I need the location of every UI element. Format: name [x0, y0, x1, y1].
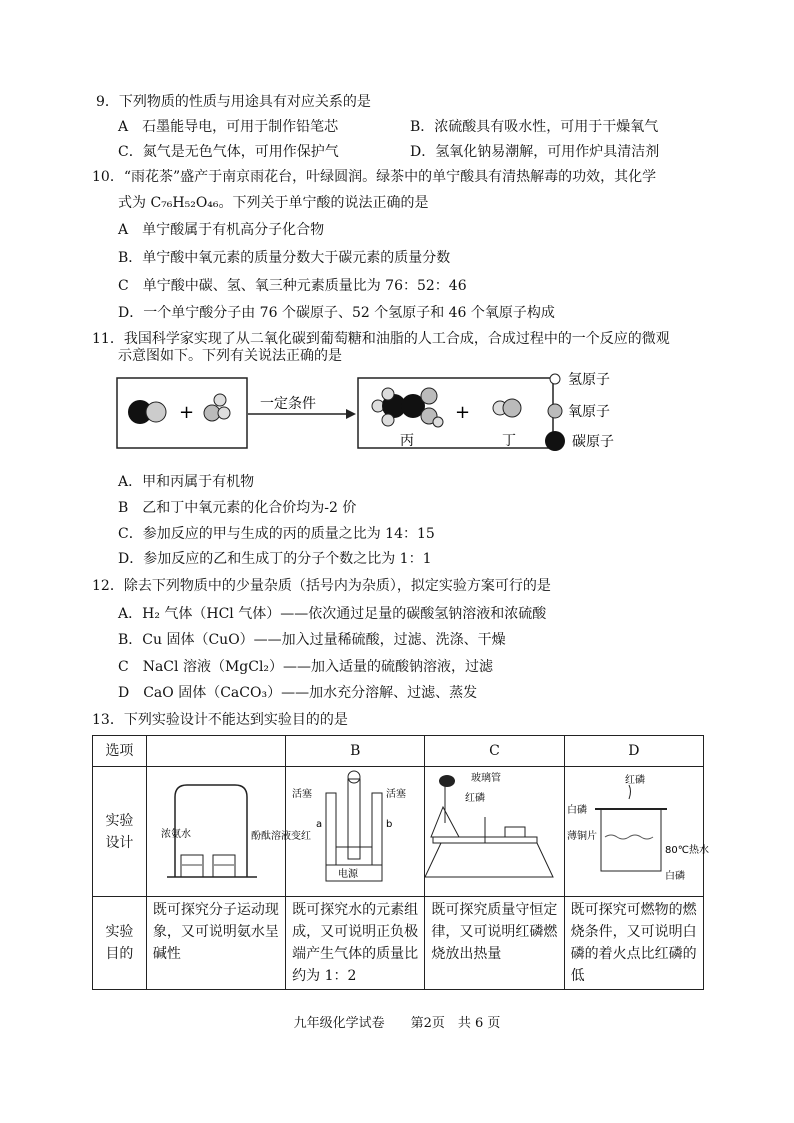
q10-option-c: C 单宁酸中碳、氢、氧三种元素质量比为 76：52：46 — [118, 278, 467, 294]
legend-oxygen: 氧原子 — [568, 404, 610, 420]
page-footer: 九年级化学试卷 第2页 共 6 页 — [293, 1016, 501, 1031]
q13-stem: 13．下列实验设计不能达到实验目的的是 — [92, 712, 348, 728]
header-b: B — [286, 736, 425, 767]
hydrogen-atom — [382, 414, 394, 426]
b-power-label: 电源 — [338, 869, 359, 880]
q12-stem: 12．除去下列物质中的少量杂质（括号内为杂质），拟定实验方案可行的是 — [92, 578, 551, 594]
b-label-a: a — [316, 819, 323, 830]
svg-text:+: + — [455, 402, 471, 423]
legend-oxygen-icon — [548, 404, 562, 418]
header-option: 选项 — [93, 736, 147, 767]
reaction-diagram — [116, 366, 636, 462]
c-phosphorus-label: 红磷 — [465, 793, 486, 804]
q11-option-d: D．参加反应的乙和生成丁的分子个数之比为 1：1 — [118, 551, 432, 567]
b-stopcock-right: 活塞 — [386, 789, 407, 800]
d-water-label: 80℃热水 — [664, 845, 709, 856]
q9-stem: 9．下列物质的性质与用途具有对应关系的是 — [96, 94, 371, 110]
q11-stem-1: 11．我国科学家实现了从二氧化碳到葡萄糖和油脂的人工合成，合成过程中的一个反应的微观 — [92, 331, 670, 347]
ding-label: 丁 — [502, 433, 516, 449]
hydrogen-atom — [218, 407, 230, 419]
q11-option-b: B 乙和丁中氧元素的化合价均为-2 价 — [118, 500, 357, 516]
q11-option-c: C．参加反应的甲与生成的丙的质量之比为 14：15 — [118, 526, 435, 542]
q10-option-b: B．单宁酸中氧元素的质量分数大于碳元素的质量分数 — [118, 250, 451, 266]
q11-stem-2: 示意图如下。下列有关说法正确的是 — [118, 348, 342, 364]
b-stopcock-left: 活塞 — [292, 789, 313, 800]
legend-hydrogen: 氢原子 — [568, 372, 610, 388]
condition-label: 一定条件 — [260, 396, 316, 412]
hydrogen-atom — [214, 394, 226, 406]
header-a — [146, 736, 285, 767]
d-white2-label: 白磷 — [664, 871, 685, 882]
q12-option-b: B．Cu 固体（CuO）——加入过量稀硫酸，过滤、洗涤、干燥 — [118, 632, 506, 648]
bing-label: 丙 — [400, 433, 414, 449]
q9-option-c: C．氮气是无色气体，可用作保护气 — [118, 144, 339, 160]
b-label-b: b — [386, 819, 393, 830]
oxygen-atom — [503, 399, 521, 417]
svg-text:+: + — [179, 402, 195, 423]
hydrogen-atom — [433, 417, 443, 427]
header-c: C — [425, 736, 564, 767]
experiment-b-figure — [286, 767, 425, 897]
header-d: D — [564, 736, 703, 767]
purpose-c: 既可探究质量守恒定律，又可说明红磷燃烧放出热量 — [425, 897, 564, 990]
experiment-c-figure — [425, 767, 564, 897]
q10-stem-1: 10．“雨花茶”盛产于南京雨花台，叶绿圆润。绿茶中的单宁酸具有清热解毒的功效，其化学 — [92, 169, 657, 185]
row-purpose-label: 实验目的 — [93, 897, 147, 990]
row-design-label: 实验设计 — [93, 767, 147, 897]
d-copper-label: 薄铜片 — [566, 831, 597, 842]
q10-option-d: D．一个单宁酸分子由 76 个碳原子、52 个氢原子和 46 个氧原子构成 — [118, 305, 555, 321]
purpose-d: 既可探究可燃物的燃烧条件，又可说明白磷的着火点比红磷的低 — [564, 897, 703, 990]
q9-option-b: B．浓硫酸具有吸水性，可用于干燥氧气 — [410, 119, 659, 135]
hydrogen-atom — [382, 388, 394, 400]
c-tube-label: 玻璃管 — [471, 773, 502, 784]
oxygen-atom — [146, 402, 166, 422]
experiment-d-figure — [564, 767, 709, 897]
q9-option-d: D．氢氧化钠易潮解，可用作炉具清洁剂 — [410, 144, 660, 160]
oxygen-atom — [421, 388, 437, 404]
d-white-label: 白磷 — [566, 805, 587, 816]
a-phenolphthalein-label: 酚酞溶液变红 — [250, 831, 311, 842]
legend-carbon-icon — [545, 431, 565, 451]
legend-hydrogen-icon — [550, 374, 560, 384]
q12-option-a: A．H₂ 气体（HCl 气体）——依次通过足量的碳酸氢钠溶液和浓硫酸 — [118, 606, 547, 622]
q10-stem-2: 式为 C₇₆H₅₂O₄₆。下列关于单宁酸的说法正确的是 — [118, 195, 429, 211]
q10-option-a: A 单宁酸属于有机高分子化合物 — [118, 222, 325, 238]
purpose-b: 既可探究水的元素组成，又可说明正负极端产生气体的质量比约为 1：2 — [286, 897, 425, 990]
a-ammonia-label: 浓氨水 — [160, 829, 191, 840]
d-red-label: 红磷 — [624, 775, 645, 786]
q11-option-a: A．甲和丙属于有机物 — [118, 474, 255, 490]
q9-option-a: A 石墨能导电，可用于制作铅笔芯 — [118, 119, 339, 135]
experiment-table — [92, 735, 709, 990]
legend-carbon: 碳原子 — [572, 434, 614, 450]
purpose-a: 既可探究分子运动现象，又可说明氨水呈碱性 — [146, 897, 285, 990]
q12-option-d: D CaO 固体（CaCO₃）——加水充分溶解、过滤、蒸发 — [118, 685, 478, 701]
q12-option-c: C NaCl 溶液（MgCl₂）——加入适量的硫酸钠溶液，过滤 — [118, 659, 494, 675]
